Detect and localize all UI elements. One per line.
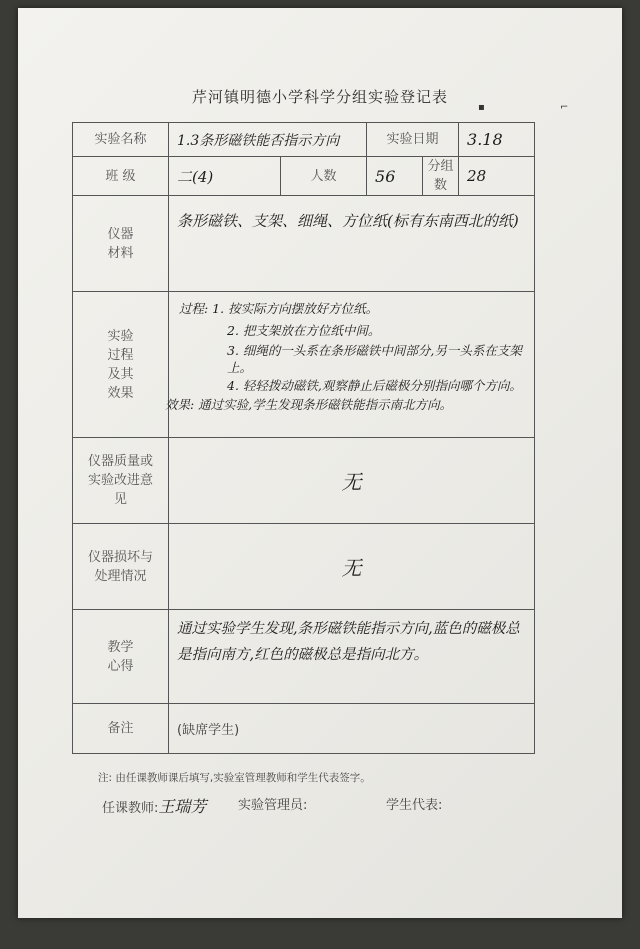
class-label: 班 级 <box>73 157 169 196</box>
experiment-date-label: 实验日期 <box>367 123 459 157</box>
materials-value: 条形磁铁、支架、细绳、方位纸(标有东南西北的纸) <box>169 196 535 292</box>
experiment-date-value: 3.18 <box>459 123 535 157</box>
lab-manager-label: 实验管理员: <box>238 798 308 813</box>
footer-note: 注: 由任课教师课后填写,实验室管理教师和学生代表签字。 <box>98 772 371 784</box>
ink-dot: ▪ <box>478 102 485 113</box>
teacher-label: 任课教师: <box>102 801 159 816</box>
materials-label: 仪器材料 <box>73 196 169 292</box>
reflection-label: 教学心得 <box>73 610 169 704</box>
process-line: 过程: 1. 按实际方向摆放好方位纸。 <box>179 301 379 316</box>
form-title: 芹河镇明德小学科学分组实验登记表 <box>191 88 448 106</box>
process-label: 实验过程及其效果 <box>73 292 169 438</box>
ink-mark: ⌐ <box>560 102 569 113</box>
quality-value: 无 <box>169 438 535 524</box>
process-line: 效果: 通过实验,学生发现条形磁铁能指示南北方向。 <box>165 397 453 412</box>
remarks-value: (缺席学生) <box>169 704 535 754</box>
groups-value: 28 <box>459 157 535 196</box>
damage-label: 仪器损坏与处理情况 <box>73 524 169 610</box>
reflection-value: 通过实验学生发现,条形磁铁能指示方向,蓝色的磁极总是指向南方,红色的磁极总是指向北方。 <box>169 610 535 704</box>
process-line: 3. 细绳的一头系在条形磁铁中间部分,另一头系在支架上。 <box>227 343 522 375</box>
teacher-signature-area <box>102 794 206 817</box>
groups-label: 分组数 <box>423 157 459 196</box>
registration-form <box>72 122 535 754</box>
count-value: 56 <box>367 157 423 196</box>
experiment-name-value: 1.3条形磁铁能否指示方向 <box>169 123 367 157</box>
class-value: 二(4) <box>169 157 281 196</box>
quality-label: 仪器质量或实验改进意见 <box>73 438 169 524</box>
process-line: 2. 把支架放在方位纸中间。 <box>227 323 381 338</box>
teacher-signature: 王瑞芳 <box>158 797 207 816</box>
damage-value: 无 <box>169 524 535 610</box>
process-line: 4. 轻轻拨动磁铁,观察静止后磁极分别指向哪个方向。 <box>227 378 522 393</box>
experiment-name-label: 实验名称 <box>73 123 169 157</box>
student-rep-label: 学生代表: <box>386 798 443 813</box>
process-value <box>165 292 535 438</box>
count-label: 人数 <box>281 157 367 196</box>
remarks-label: 备注 <box>73 704 169 754</box>
